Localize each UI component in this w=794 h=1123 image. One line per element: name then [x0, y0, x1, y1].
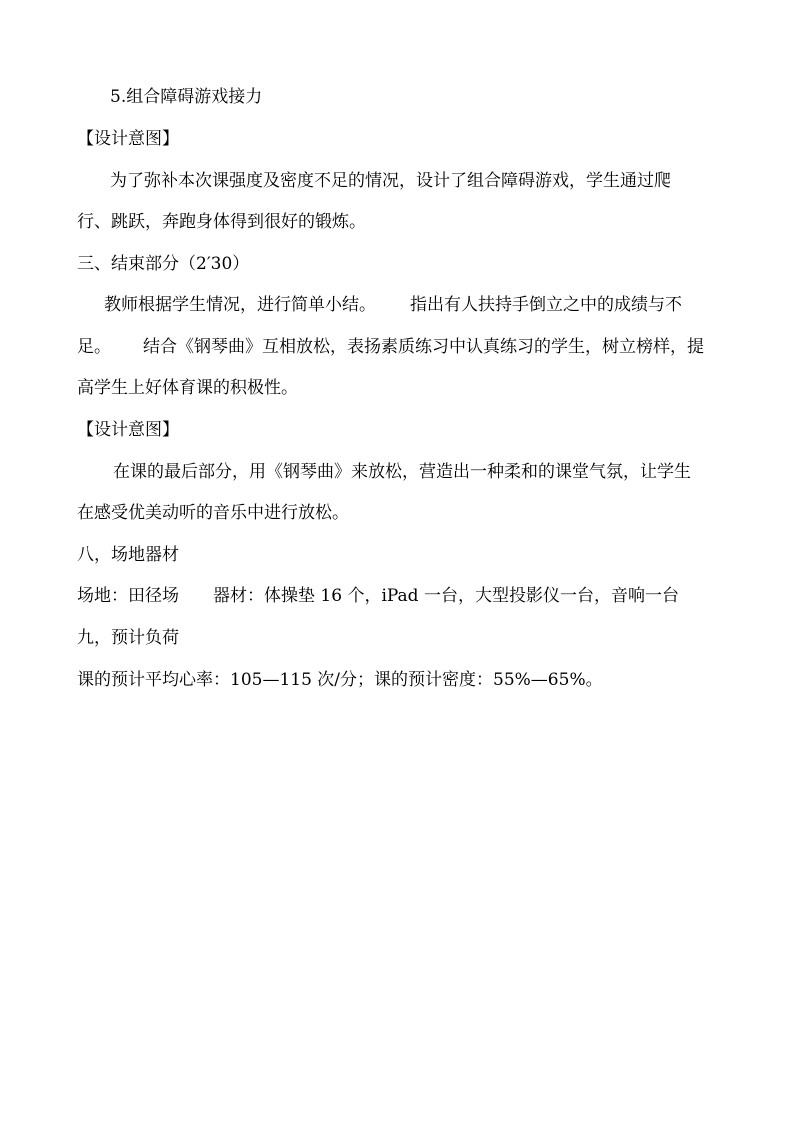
- section-3-paragraph-line: 高学生上好体育课的积极性。: [77, 378, 298, 398]
- design-intent-heading: 【设计意图】: [77, 420, 179, 440]
- item-5-title: 5.组合障碍游戏接力: [110, 87, 263, 107]
- section-8-venue-equipment: [77, 585, 679, 607]
- design-intent-paragraph-line: 在课的最后部分，用《钢琴曲》来放松，营造出一种柔和的课堂气氛，让学生: [113, 462, 691, 482]
- design-intent-paragraph-line: 行、跳跃，奔跑身体得到很好的锻炼。: [77, 212, 366, 232]
- section-3-paragraph-line: [104, 294, 682, 316]
- section-3-text: 结合《钢琴曲》互相放松，表扬素质练习中认真练习的学生，树立榜样，提: [143, 337, 704, 357]
- section-8-heading: 八，场地器材: [77, 545, 179, 565]
- design-intent-heading: 【设计意图】: [77, 129, 179, 149]
- section-3-paragraph-line: [77, 336, 704, 358]
- section-9-heading: 九，预计负荷: [77, 628, 179, 648]
- section-3-text: 教师根据学生情况，进行简单小结。: [104, 295, 376, 315]
- section-3-text: 指出有人扶持手倒立之中的成绩与不: [410, 295, 682, 315]
- section-3-heading: 三、结束部分（2′30）: [77, 254, 250, 274]
- venue-text: 场地：田径场: [77, 586, 179, 606]
- design-intent-paragraph-line: 在感受优美动听的音乐中进行放松。: [77, 503, 349, 523]
- design-intent-paragraph-line: 为了弥补本次课强度及密度不足的情况，设计了组合障碍游戏，学生通过爬: [110, 171, 671, 191]
- equipment-text: 器材：体操垫 16 个，iPad 一台，大型投影仪一台，音响一台: [213, 586, 679, 606]
- section-9-load-text: 课的预计平均心率：105—115 次/分；课的预计密度：55%—65%。: [77, 670, 603, 690]
- section-3-text: 足。: [77, 337, 111, 357]
